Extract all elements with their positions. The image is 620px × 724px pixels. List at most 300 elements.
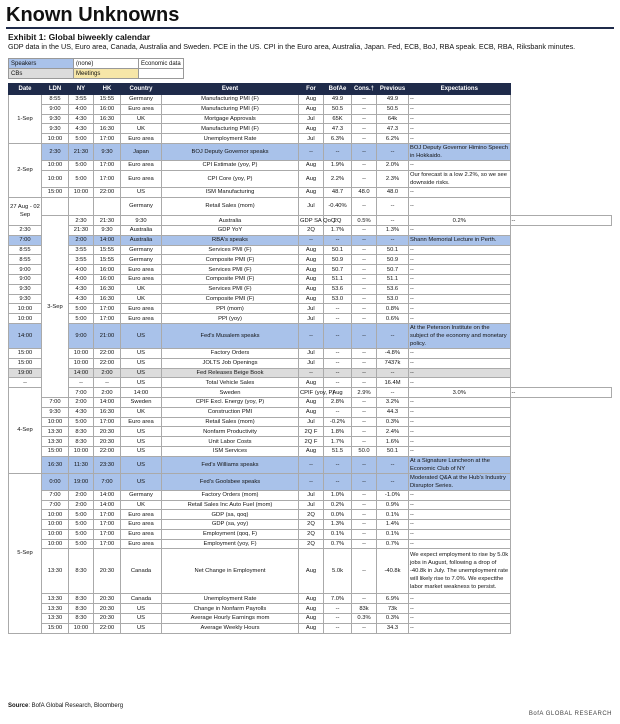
table-cell: Jul — [299, 490, 324, 500]
column-header: Date — [9, 84, 42, 95]
table-cell: 0.1% — [324, 529, 352, 539]
table-cell: 15:00 — [9, 348, 42, 358]
table-cell: Services PMI (F) — [162, 284, 299, 294]
table-cell: 20:30 — [94, 604, 121, 614]
table-row — [9, 539, 612, 549]
table-cell: -- — [352, 314, 377, 324]
table-cell: 15:55 — [94, 95, 121, 105]
table-cell: 16:00 — [94, 104, 121, 114]
table-cell: 4:30 — [69, 124, 94, 134]
table-cell: 7:00 — [94, 473, 121, 490]
expectations-cell: -- — [409, 160, 511, 170]
table-row — [9, 446, 612, 456]
table-cell: 53.6 — [377, 284, 409, 294]
table-cell: 50.9 — [377, 255, 409, 265]
table-cell: 8:55 — [9, 255, 42, 265]
table-cell: 9:30 — [42, 124, 69, 134]
table-cell: Composite PMI (F) — [162, 294, 299, 304]
table-row — [9, 104, 612, 114]
table-cell: 20:30 — [94, 427, 121, 437]
table-cell: 50.5 — [324, 104, 352, 114]
table-cell: GDP (sa, qoq) — [162, 510, 299, 520]
source-text: : BofA Global Research, Bloomberg — [28, 703, 124, 709]
table-cell: 2:00 — [69, 500, 94, 510]
table-cell: -- — [352, 358, 377, 368]
table-cell: -- — [324, 304, 352, 314]
expectations-cell: -- — [409, 539, 511, 549]
table-cell: -- — [352, 539, 377, 549]
table-cell: Services PMI (F) — [162, 245, 299, 255]
table-cell: Aug — [299, 160, 324, 170]
table-cell: 2.9% — [352, 388, 377, 398]
table-cell: 13:30 — [42, 604, 69, 614]
table-cell: Composite PMI (F) — [162, 274, 299, 284]
expectations-cell: -- — [409, 274, 511, 284]
table-cell: 10:00 — [42, 529, 69, 539]
expectations-cell: BOJ Deputy Governor Himino Speech in Hokkaido. — [409, 143, 511, 160]
table-cell: RBA's speaks — [162, 235, 299, 245]
table-cell: -- — [352, 284, 377, 294]
table-cell: 49.9 — [324, 95, 352, 105]
expectations-cell: -- — [409, 614, 511, 624]
expectations-cell: -- — [409, 187, 511, 197]
expectations-cell: -- — [409, 348, 511, 358]
table-cell: -- — [377, 368, 409, 378]
table-cell: 6.2% — [377, 134, 409, 144]
table-cell: Mortgage Approvals — [162, 114, 299, 124]
table-cell — [94, 197, 121, 216]
table-cell: 1.7% — [324, 225, 352, 235]
table-cell: Euro area — [121, 160, 162, 170]
table-cell: 17:00 — [94, 417, 121, 427]
table-cell: -- — [352, 623, 377, 633]
table-cell: 22:00 — [94, 348, 121, 358]
table-cell: 3:55 — [69, 255, 94, 265]
table-cell: 73k — [377, 604, 409, 614]
table-cell: US — [121, 446, 162, 456]
table-cell: -- — [352, 265, 377, 275]
expectations-cell: -- — [409, 529, 511, 539]
table-row — [9, 614, 612, 624]
table-cell: 0.0% — [324, 510, 352, 520]
table-cell: 14:00 — [121, 388, 162, 398]
table-cell: 50.0 — [352, 446, 377, 456]
table-row — [9, 160, 612, 170]
table-cell: -- — [377, 473, 409, 490]
table-cell: -- — [94, 378, 121, 388]
table-cell: 19:00 — [69, 473, 94, 490]
table-cell: 14:00 — [9, 323, 42, 348]
table-cell: -- — [324, 348, 352, 358]
table-cell: -- — [352, 235, 377, 245]
table-cell: -- — [324, 368, 352, 378]
table-cell: 10:00 — [9, 304, 42, 314]
table-cell: -- — [352, 529, 377, 539]
table-cell: Japan — [121, 143, 162, 160]
table-cell: 5:00 — [69, 520, 94, 530]
table-row — [9, 284, 612, 294]
table-cell: 9:00 — [42, 104, 69, 114]
table-cell: Jul — [299, 304, 324, 314]
table-cell: -- — [352, 255, 377, 265]
table-cell: 16:30 — [94, 114, 121, 124]
expectations-cell: -- — [409, 520, 511, 530]
table-cell: Average Hourly Earnings mom — [162, 614, 299, 624]
table-cell: Euro area — [121, 510, 162, 520]
table-cell: 7.0% — [324, 594, 352, 604]
table-cell: 20:30 — [94, 594, 121, 604]
table-cell: 7:00 — [42, 397, 69, 407]
table-cell: Aug — [299, 95, 324, 105]
table-cell: BOJ Deputy Governor speaks — [162, 143, 299, 160]
table-cell: 48.7 — [324, 187, 352, 197]
table-cell: 50.1 — [324, 245, 352, 255]
table-cell: Euro area — [121, 265, 162, 275]
table-cell: -- — [352, 348, 377, 358]
date-cell: 5-Sep — [9, 473, 42, 633]
column-header: Previous — [377, 84, 409, 95]
table-cell: 10:00 — [69, 446, 94, 456]
expectations-cell: -- — [409, 490, 511, 500]
table-cell: 17:00 — [94, 520, 121, 530]
table-cell: 15:00 — [42, 446, 69, 456]
table-cell: -- — [299, 143, 324, 160]
table-cell: 13:30 — [42, 549, 69, 594]
column-header: LDN — [42, 84, 69, 95]
table-cell: 0.3% — [377, 614, 409, 624]
table-row — [9, 604, 612, 614]
table-row — [9, 348, 612, 358]
table-cell: 51.5 — [324, 446, 352, 456]
table-cell: 10:00 — [42, 160, 69, 170]
table-cell: Fed's Williams speaks — [162, 456, 299, 473]
table-cell: US — [121, 358, 162, 368]
table-cell: Aug — [299, 265, 324, 275]
table-cell: UK — [121, 124, 162, 134]
table-cell: GDP YoY — [162, 225, 299, 235]
table-cell: UK — [121, 114, 162, 124]
table-row — [9, 134, 612, 144]
table-cell: 3.0% — [409, 388, 511, 398]
table-cell: -- — [352, 473, 377, 490]
table-cell: 0.7% — [324, 539, 352, 549]
column-header: HK — [94, 84, 121, 95]
table-cell: -- — [352, 114, 377, 124]
table-row — [9, 225, 612, 235]
table-cell: 7:00 — [9, 235, 42, 245]
expectations-cell: -- — [409, 95, 511, 105]
table-cell: -- — [352, 294, 377, 304]
exhibit-title: Exhibit 1: Global biweekly calendar — [8, 32, 151, 42]
table-cell: 2:00 — [94, 368, 121, 378]
table-cell: 1.0% — [324, 490, 352, 500]
table-cell: 8:30 — [69, 614, 94, 624]
table-cell: Jul — [299, 314, 324, 324]
table-cell: Aug — [299, 604, 324, 614]
table-cell: 15:00 — [9, 358, 42, 368]
table-cell: 19:00 — [9, 368, 42, 378]
table-cell: 0.3% — [377, 417, 409, 427]
table-cell: -- — [352, 368, 377, 378]
table-cell: 15:55 — [94, 245, 121, 255]
table-cell: -- — [377, 143, 409, 160]
table-cell: 16:30 — [94, 124, 121, 134]
table-row — [9, 407, 612, 417]
exhibit-description: GDP data in the US, Euro area, Canada, Australia and Sweden. PCE in the US. CPI in the Euro area, Australia, Japan. Fed, ECB, BoJ, RBA speak. ECB, RBA, Riksbank minutes. — [8, 42, 576, 51]
table-row — [9, 245, 612, 255]
table-cell: Aug — [299, 170, 324, 187]
table-cell: 5:00 — [69, 529, 94, 539]
table-cell: -- — [324, 407, 352, 417]
table-cell: Nonfarm Productivity — [162, 427, 299, 437]
table-cell: 4:30 — [69, 294, 94, 304]
table-row — [9, 304, 612, 314]
table-row — [9, 274, 612, 284]
table-cell: Aug — [299, 407, 324, 417]
table-row — [9, 529, 612, 539]
table-cell: Aug — [299, 397, 324, 407]
table-cell: Fed Releases Beige Book — [162, 368, 299, 378]
table-cell: Aug — [299, 623, 324, 633]
table-cell: Euro area — [121, 104, 162, 114]
table-cell: 21:30 — [69, 143, 94, 160]
table-cell: Aug — [299, 614, 324, 624]
table-row — [9, 490, 612, 500]
table-cell: 16:00 — [94, 265, 121, 275]
table-cell: 6.9% — [377, 594, 409, 604]
table-cell: 14:00 — [69, 368, 94, 378]
table-cell: CPI Estimate (yoy, P) — [162, 160, 299, 170]
table-cell: JOLTS Job Openings — [162, 358, 299, 368]
table-cell: -0.2% — [324, 417, 352, 427]
expectations-cell: -- — [409, 304, 511, 314]
table-cell: -- — [352, 437, 377, 447]
table-cell: -- — [299, 323, 324, 348]
expectations-cell: -- — [409, 104, 511, 114]
table-cell: Manufacturing PMI (F) — [162, 104, 299, 114]
table-cell: Retail Sales Inc Auto Fuel (mom) — [162, 500, 299, 510]
expectations-cell: -- — [409, 623, 511, 633]
table-cell: Unemployment Rate — [162, 594, 299, 604]
expectations-cell: -- — [409, 407, 511, 417]
table-cell: US — [121, 614, 162, 624]
table-cell: Aug — [299, 284, 324, 294]
table-cell: 16:30 — [42, 456, 69, 473]
table-cell: 2:30 — [69, 216, 94, 226]
calendar-table — [8, 83, 612, 634]
table-cell: Euro area — [121, 520, 162, 530]
table-cell: 23:30 — [94, 456, 121, 473]
table-cell: 20:30 — [94, 614, 121, 624]
expectations-cell: -- — [409, 397, 511, 407]
column-header: Cons.† — [352, 84, 377, 95]
date-cell: 3-Sep — [42, 216, 69, 398]
table-cell: 2:00 — [69, 490, 94, 500]
table-cell: 83k — [352, 604, 377, 614]
table-cell: Factory Orders (mom) — [162, 490, 299, 500]
expectations-cell: -- — [510, 388, 612, 398]
table-cell: 10:00 — [42, 520, 69, 530]
table-row — [9, 623, 612, 633]
table-cell: 10:00 — [69, 187, 94, 197]
table-cell: -- — [324, 378, 352, 388]
table-cell: Total Vehicle Sales — [162, 378, 299, 388]
table-cell: 8:30 — [69, 427, 94, 437]
table-cell: 3.2% — [377, 397, 409, 407]
expectations-cell: -- — [510, 216, 612, 226]
table-cell: 50.1 — [377, 446, 409, 456]
table-cell: 22:00 — [94, 446, 121, 456]
table-cell: Euro area — [121, 274, 162, 284]
table-cell: -- — [352, 417, 377, 427]
table-cell: 1.4% — [377, 520, 409, 530]
table-cell: UK — [121, 284, 162, 294]
table-cell: 0.8% — [377, 304, 409, 314]
expectations-cell: -- — [409, 417, 511, 427]
table-cell: -- — [352, 456, 377, 473]
table-cell: UK — [121, 500, 162, 510]
table-cell: 1.8% — [324, 427, 352, 437]
table-cell: CPI Core (yoy, P) — [162, 170, 299, 187]
table-cell: 14:00 — [94, 397, 121, 407]
table-cell: 2:00 — [69, 235, 94, 245]
table-cell: 3:55 — [69, 95, 94, 105]
table-cell: Retail Sales (mom) — [162, 197, 299, 216]
expectations-cell: At the Peterson Institute on the subject of the economy and monetary policy. — [409, 323, 511, 348]
column-header: Country — [121, 84, 162, 95]
table-cell: 49.9 — [377, 95, 409, 105]
table-cell: PPI (mom) — [162, 304, 299, 314]
table-cell: Jul — [299, 134, 324, 144]
table-cell: US — [121, 187, 162, 197]
table-cell: 0.5% — [352, 216, 377, 226]
table-cell: 13:30 — [42, 614, 69, 624]
column-header: Expectations — [409, 84, 511, 95]
expectations-cell: -- — [409, 245, 511, 255]
table-cell: -- — [324, 323, 352, 348]
table-cell: 8:30 — [69, 549, 94, 594]
table-cell: 11:30 — [69, 456, 94, 473]
table-cell: US — [121, 437, 162, 447]
table-row — [9, 388, 612, 398]
table-cell: Construction PMI — [162, 407, 299, 417]
table-row — [9, 397, 612, 407]
table-cell: -- — [324, 358, 352, 368]
table-cell: Employment (qoq, F) — [162, 529, 299, 539]
table-row — [9, 549, 612, 594]
page-title: Known Unknowns — [6, 4, 180, 26]
legend — [8, 58, 184, 79]
table-cell: Canada — [121, 549, 162, 594]
table-cell: -- — [324, 623, 352, 633]
table-cell: 0.2% — [409, 216, 511, 226]
table-cell: US — [121, 427, 162, 437]
table-cell: 1.3% — [324, 520, 352, 530]
table-cell: Aug — [299, 549, 324, 594]
table-cell: 44.3 — [377, 407, 409, 417]
table-cell: 50.7 — [377, 265, 409, 275]
table-cell: 4:30 — [69, 114, 94, 124]
table-cell: Euro area — [121, 314, 162, 324]
table-cell: 34.3 — [377, 623, 409, 633]
table-cell: Composite PMI (F) — [162, 255, 299, 265]
table-cell: 53.0 — [377, 294, 409, 304]
expectations-cell: -- — [409, 510, 511, 520]
table-cell: 9:30 — [42, 114, 69, 124]
table-cell: -- — [299, 235, 324, 245]
table-cell: US — [121, 623, 162, 633]
expectations-cell: -- — [409, 437, 511, 447]
expectations-cell: Moderated Q&A at the Hub's Industry Disruptor Series. — [409, 473, 511, 490]
table-cell: -- — [324, 314, 352, 324]
table-cell: US — [121, 348, 162, 358]
table-cell: 0.6% — [377, 314, 409, 324]
table-cell: 7:00 — [69, 388, 94, 398]
table-cell: 65K — [324, 114, 352, 124]
expectations-cell: Our forecast is a low 2.2%, so we see downside risks. — [409, 170, 511, 187]
table-cell: 1.7% — [324, 437, 352, 447]
table-cell: 17:00 — [94, 539, 121, 549]
table-cell: -- — [352, 378, 377, 388]
table-cell: 2.2% — [324, 170, 352, 187]
table-cell: -- — [352, 225, 377, 235]
table-cell: Jul — [299, 348, 324, 358]
table-cell: 15:00 — [42, 623, 69, 633]
table-row — [9, 314, 612, 324]
table-cell: -4.8% — [377, 348, 409, 358]
table-cell: 9:30 — [121, 216, 162, 226]
table-cell: 21:30 — [69, 225, 94, 235]
table-cell: 6.3% — [324, 134, 352, 144]
table-cell: 4:00 — [69, 274, 94, 284]
expectations-cell: We expect employment to rise by 5.0k jobs in August, following a drop of -40.8k in July. The unemployment rate will likely rise to 7.0%. We expectthe labor market weakness to persist. — [409, 549, 511, 594]
table-cell: -40.8k — [377, 549, 409, 594]
table-cell: 9:00 — [9, 265, 42, 275]
table-cell: Fed's Musalem speaks — [162, 323, 299, 348]
table-cell: CPIF (yoy, P) — [300, 389, 335, 396]
table-cell: 0.2% — [324, 500, 352, 510]
table-cell: Euro area — [121, 304, 162, 314]
expectations-cell: -- — [409, 446, 511, 456]
table-cell: Germany — [121, 245, 162, 255]
table-cell: Unit Labor Costs — [162, 437, 299, 447]
column-header: NY — [69, 84, 94, 95]
table-cell: Australia — [121, 225, 162, 235]
table-cell: -1.0% — [377, 490, 409, 500]
table-cell: 8:30 — [69, 437, 94, 447]
table-cell: 10:00 — [42, 170, 69, 187]
table-cell: 50.9 — [324, 255, 352, 265]
table-cell: 21:30 — [94, 216, 121, 226]
expectations-cell: -- — [409, 594, 511, 604]
table-row — [9, 358, 612, 368]
table-cell: 2.3% — [377, 170, 409, 187]
table-cell: -0.40% — [324, 197, 352, 216]
expectations-cell: -- — [409, 225, 511, 235]
table-cell: -- — [377, 216, 409, 226]
legend-cbs: CBs — [9, 69, 74, 79]
table-cell: -- — [352, 95, 377, 105]
table-cell: Aug — [299, 594, 324, 604]
table-cell: Aug — [299, 104, 324, 114]
table-cell: 50.5 — [377, 104, 409, 114]
table-cell: 8:30 — [69, 604, 94, 614]
table-cell: 17:00 — [94, 510, 121, 520]
table-row — [9, 473, 612, 490]
legend-speakers: Speakers — [9, 59, 74, 69]
table-cell: Euro area — [121, 417, 162, 427]
table-row — [9, 594, 612, 604]
